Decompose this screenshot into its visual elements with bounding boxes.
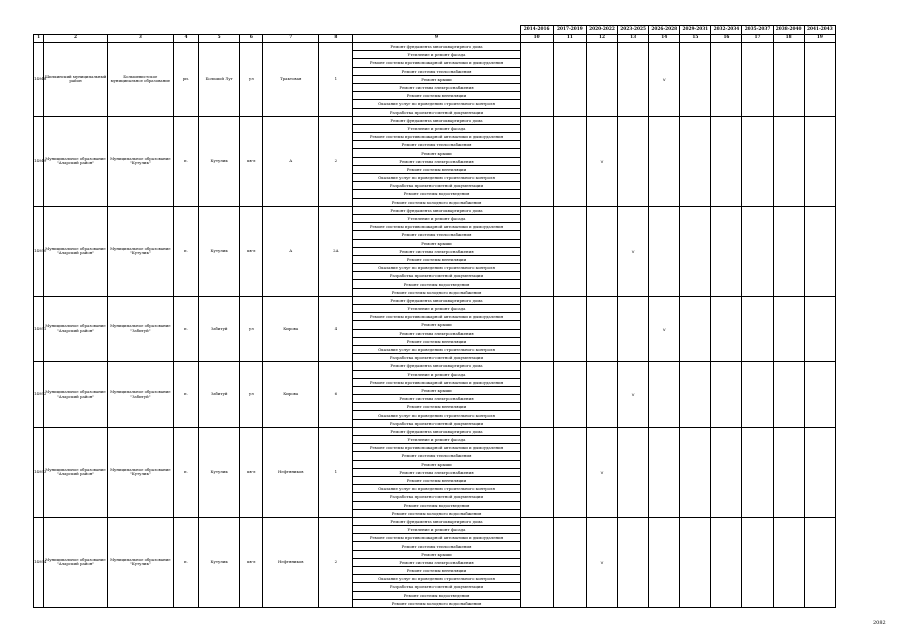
period-cell bbox=[520, 427, 553, 517]
work-type: Ремонт системы водоотведения bbox=[353, 280, 520, 288]
column-number: 17 bbox=[742, 35, 773, 43]
period-cell bbox=[520, 517, 553, 607]
period-cell bbox=[520, 43, 553, 117]
work-type: Ремонт системы противопожарной автоматики и дымоудаления bbox=[353, 313, 520, 321]
settlement-type: п. bbox=[174, 116, 199, 206]
work-type: Ремонт крыши bbox=[353, 321, 520, 329]
house-id: 14951 bbox=[34, 296, 44, 362]
work-type: Ремонт крыши bbox=[353, 149, 520, 157]
street-name: Нефтяников bbox=[263, 427, 319, 517]
column-number: 15 bbox=[680, 35, 711, 43]
work-type: Ремонт системы противопожарной автоматики и дымоудаления bbox=[353, 534, 520, 542]
house-number: 1 bbox=[319, 427, 353, 517]
work-type: Ремонт фундамента многоквартирного дома bbox=[353, 116, 520, 124]
street-type: ул bbox=[240, 43, 263, 117]
period-cell bbox=[773, 517, 804, 607]
settlement-name: Забитуй bbox=[198, 296, 239, 362]
period-header: 2020-2022 bbox=[586, 26, 617, 35]
period-cell bbox=[711, 427, 742, 517]
period-cell bbox=[804, 43, 835, 117]
municipality-name: Муниципальное образование "Забитуй" bbox=[107, 362, 173, 428]
work-type: Утепление и ремонт фасада bbox=[353, 124, 520, 132]
municipality-name: Муниципальное образование "Кутулик" bbox=[107, 517, 173, 607]
work-type: Разработка проектно-сметной документации bbox=[353, 108, 520, 116]
period-cell bbox=[520, 296, 553, 362]
period-cell bbox=[553, 427, 586, 517]
street-name: А bbox=[263, 206, 319, 296]
period-mark: V bbox=[618, 206, 649, 296]
period-cell bbox=[804, 296, 835, 362]
table-row bbox=[34, 296, 836, 304]
house-id: 14948 bbox=[34, 43, 44, 117]
work-type: Ремонт системы теплоснабжения bbox=[353, 67, 520, 75]
period-header: 2029-2031 bbox=[680, 26, 711, 35]
work-type: Ремонт фундамента многоквартирного дома bbox=[353, 517, 520, 525]
house-number: 1 bbox=[319, 43, 353, 117]
work-type: Ремонт системы теплоснабжения bbox=[353, 231, 520, 239]
period-cell bbox=[804, 517, 835, 607]
municipality-name: Муниципальное образование "Кутулик" bbox=[107, 116, 173, 206]
work-type: Разработка проектно-сметной документации bbox=[353, 182, 520, 190]
work-type: Ремонт системы вентиляции bbox=[353, 337, 520, 345]
work-type: Ремонт системы противопожарной автоматики и дымоудаления bbox=[353, 59, 520, 67]
period-header: 2032-2034 bbox=[711, 26, 742, 35]
column-number: 10 bbox=[520, 35, 553, 43]
work-type: Ремонт системы холодного водоснабжения bbox=[353, 198, 520, 206]
work-type: Ремонт системы холодного водоснабжения bbox=[353, 288, 520, 296]
settlement-name: Кутулик bbox=[198, 116, 239, 206]
period-cell bbox=[586, 362, 617, 428]
period-cell bbox=[586, 206, 617, 296]
work-type: Ремонт фундамента многоквартирного дома bbox=[353, 427, 520, 435]
period-cell bbox=[742, 296, 773, 362]
municipality-name: Большевистское муниципальное образование bbox=[107, 43, 173, 117]
period-cell bbox=[804, 116, 835, 206]
period-cell bbox=[618, 296, 649, 362]
period-cell bbox=[553, 296, 586, 362]
period-cell bbox=[773, 206, 804, 296]
district-name: Шилкинский муниципальный район bbox=[44, 43, 107, 117]
work-type: Ремонт крыши bbox=[353, 550, 520, 558]
work-type: Ремонт системы теплоснабжения bbox=[353, 141, 520, 149]
work-type: Оказание услуг по проведению строительного контроля bbox=[353, 575, 520, 583]
settlement-name: Большой Луг bbox=[198, 43, 239, 117]
street-type: кв-л bbox=[240, 517, 263, 607]
column-number: 14 bbox=[649, 35, 680, 43]
district-name: Муниципальное образование "Аларский район" bbox=[44, 296, 107, 362]
period-mark: V bbox=[649, 43, 680, 117]
period-cell bbox=[742, 427, 773, 517]
work-type: Ремонт системы холодного водоснабжения bbox=[353, 509, 520, 517]
table-row bbox=[34, 362, 836, 370]
house-number: 2 bbox=[319, 116, 353, 206]
work-type: Ремонт фундамента многоквартирного дома bbox=[353, 362, 520, 370]
period-cell bbox=[680, 427, 711, 517]
work-type: Ремонт системы вентиляции bbox=[353, 92, 520, 100]
period-cell bbox=[773, 296, 804, 362]
period-cell bbox=[680, 362, 711, 428]
column-number: 7 bbox=[263, 35, 319, 43]
period-mark: V bbox=[649, 296, 680, 362]
table-row bbox=[34, 116, 836, 124]
period-cell bbox=[649, 517, 680, 607]
work-type: Ремонт системы противопожарной автоматики и дымоудаления bbox=[353, 223, 520, 231]
settlement-type: п. bbox=[174, 362, 199, 428]
period-cell bbox=[742, 206, 773, 296]
work-type: Ремонт системы электроснабжения bbox=[353, 83, 520, 91]
work-type: Ремонт крыши bbox=[353, 386, 520, 394]
work-type: Ремонт крыши bbox=[353, 239, 520, 247]
period-header: 2017-2019 bbox=[553, 26, 586, 35]
municipality-name: Муниципальное образование "Кутулик" bbox=[107, 206, 173, 296]
work-type: Ремонт системы электроснабжения bbox=[353, 468, 520, 476]
period-cell bbox=[553, 116, 586, 206]
period-cell bbox=[618, 427, 649, 517]
house-id: 14949 bbox=[34, 116, 44, 206]
column-number: 4 bbox=[174, 35, 199, 43]
work-type: Утепление и ремонт фасада bbox=[353, 305, 520, 313]
work-type: Ремонт системы противопожарной автоматики и дымоудаления bbox=[353, 444, 520, 452]
column-number: 16 bbox=[711, 35, 742, 43]
column-number: 18 bbox=[773, 35, 804, 43]
work-type: Ремонт системы вентиляции bbox=[353, 476, 520, 484]
street-name: А bbox=[263, 116, 319, 206]
work-type: Ремонт крыши bbox=[353, 460, 520, 468]
work-type: Ремонт крыши bbox=[353, 75, 520, 83]
street-type: кв-л bbox=[240, 427, 263, 517]
period-cell bbox=[680, 43, 711, 117]
work-type: Разработка проектно-сметной документации bbox=[353, 354, 520, 362]
period-header: 2014-2016 bbox=[520, 26, 553, 35]
period-cell bbox=[711, 43, 742, 117]
period-header: 2041-2043 bbox=[804, 26, 835, 35]
period-header: 2026-2028 bbox=[649, 26, 680, 35]
street-type: ул bbox=[240, 362, 263, 428]
period-cell bbox=[680, 517, 711, 607]
house-id: 14953 bbox=[34, 427, 44, 517]
house-id: 14954 bbox=[34, 517, 44, 607]
period-cell bbox=[586, 296, 617, 362]
period-cell bbox=[742, 517, 773, 607]
period-cell bbox=[618, 116, 649, 206]
period-cell bbox=[711, 362, 742, 428]
settlement-name: Кутулик bbox=[198, 206, 239, 296]
table-row bbox=[34, 427, 836, 435]
period-cell bbox=[520, 362, 553, 428]
period-cell bbox=[773, 362, 804, 428]
column-number: 19 bbox=[804, 35, 835, 43]
settlement-name: Забитуй bbox=[198, 362, 239, 428]
district-name: Муниципальное образование "Аларский район" bbox=[44, 427, 107, 517]
column-number: 3 bbox=[107, 35, 173, 43]
work-type: Утепление и ремонт фасада bbox=[353, 370, 520, 378]
work-type: Ремонт системы вентиляции bbox=[353, 165, 520, 173]
period-cell bbox=[586, 43, 617, 117]
work-type: Ремонт системы водоотведения bbox=[353, 591, 520, 599]
work-type: Ремонт системы водоотведения bbox=[353, 190, 520, 198]
period-cell bbox=[520, 116, 553, 206]
settlement-type: рп. bbox=[174, 43, 199, 117]
work-type: Оказание услуг по проведению строительного контроля bbox=[353, 485, 520, 493]
work-type: Ремонт фундамента многоквартирного дома bbox=[353, 43, 520, 51]
period-cell bbox=[711, 296, 742, 362]
period-cell bbox=[773, 116, 804, 206]
work-type: Утепление и ремонт фасада bbox=[353, 51, 520, 59]
column-number-row bbox=[34, 35, 836, 43]
street-type: кв-л bbox=[240, 116, 263, 206]
column-number: 9 bbox=[353, 35, 520, 43]
column-number: 13 bbox=[618, 35, 649, 43]
work-type: Разработка проектно-сметной документации bbox=[353, 583, 520, 591]
street-name: Трактовая bbox=[263, 43, 319, 117]
district-name: Муниципальное образование "Аларский район" bbox=[44, 116, 107, 206]
settlement-type: п. bbox=[174, 427, 199, 517]
column-number: 12 bbox=[586, 35, 617, 43]
period-cell bbox=[711, 517, 742, 607]
column-number: 2 bbox=[44, 35, 107, 43]
work-type: Ремонт системы противопожарной автоматики и дымоудаления bbox=[353, 378, 520, 386]
table-row bbox=[34, 206, 836, 214]
settlement-type: п. bbox=[174, 296, 199, 362]
period-mark: V bbox=[618, 362, 649, 428]
period-cell bbox=[804, 362, 835, 428]
period-header: 2035-2037 bbox=[742, 26, 773, 35]
work-type: Ремонт фундамента многоквартирного дома bbox=[353, 296, 520, 304]
work-type: Утепление и ремонт фасада bbox=[353, 214, 520, 222]
street-name: Кирова bbox=[263, 362, 319, 428]
work-type: Оказание услуг по проведению строительного контроля bbox=[353, 345, 520, 353]
period-cell bbox=[804, 206, 835, 296]
district-name: Муниципальное образование "Аларский район" bbox=[44, 206, 107, 296]
period-cell bbox=[680, 296, 711, 362]
work-type: Ремонт системы электроснабжения bbox=[353, 247, 520, 255]
work-type: Разработка проектно-сметной документации bbox=[353, 419, 520, 427]
column-number: 5 bbox=[198, 35, 239, 43]
column-number: 8 bbox=[319, 35, 353, 43]
table-row bbox=[34, 517, 836, 525]
period-cell bbox=[520, 206, 553, 296]
house-id: 14952 bbox=[34, 362, 44, 428]
work-type: Оказание услуг по проведению строительного контроля bbox=[353, 100, 520, 108]
work-type: Ремонт системы электроснабжения bbox=[353, 395, 520, 403]
work-type: Ремонт системы вентиляции bbox=[353, 567, 520, 575]
period-mark: V bbox=[586, 427, 617, 517]
municipality-name: Муниципальное образование "Кутулик" bbox=[107, 427, 173, 517]
house-number: 2А bbox=[319, 206, 353, 296]
period-cell bbox=[649, 362, 680, 428]
settlement-type: п. bbox=[174, 517, 199, 607]
period-cell bbox=[804, 427, 835, 517]
period-cell bbox=[553, 206, 586, 296]
period-cell bbox=[553, 43, 586, 117]
document-page bbox=[33, 25, 836, 608]
period-cell bbox=[618, 517, 649, 607]
period-cell bbox=[711, 206, 742, 296]
period-cell bbox=[680, 116, 711, 206]
work-type: Ремонт системы теплоснабжения bbox=[353, 452, 520, 460]
work-type: Утепление и ремонт фасада bbox=[353, 436, 520, 444]
period-cell bbox=[773, 427, 804, 517]
work-type: Ремонт системы вентиляции bbox=[353, 403, 520, 411]
work-type: Ремонт системы противопожарной автоматики и дымоудаления bbox=[353, 133, 520, 141]
work-type: Утепление и ремонт фасада bbox=[353, 526, 520, 534]
work-type: Разработка проектно-сметной документации bbox=[353, 493, 520, 501]
work-type: Оказание услуг по проведению строительного контроля bbox=[353, 174, 520, 182]
work-type: Ремонт системы электроснабжения bbox=[353, 157, 520, 165]
period-cell bbox=[711, 116, 742, 206]
period-cell bbox=[649, 116, 680, 206]
period-cell bbox=[773, 43, 804, 117]
column-number: 6 bbox=[240, 35, 263, 43]
work-type: Оказание услуг по проведению строительного контроля bbox=[353, 411, 520, 419]
column-number: 1 bbox=[34, 35, 44, 43]
period-cell bbox=[618, 43, 649, 117]
period-header: 2023-2025 bbox=[618, 26, 649, 35]
column-number: 11 bbox=[553, 35, 586, 43]
work-type: Оказание услуг по проведению строительного контроля bbox=[353, 264, 520, 272]
period-cell bbox=[680, 206, 711, 296]
period-header-row bbox=[34, 26, 836, 35]
period-mark: V bbox=[586, 116, 617, 206]
header-spacer bbox=[34, 26, 521, 35]
work-type: Разработка проектно-сметной документации bbox=[353, 272, 520, 280]
settlement-name: Кутулик bbox=[198, 517, 239, 607]
street-name: Нефтяников bbox=[263, 517, 319, 607]
settlement-type: п. bbox=[174, 206, 199, 296]
period-cell bbox=[742, 116, 773, 206]
work-type: Ремонт системы вентиляции bbox=[353, 255, 520, 263]
period-header: 2038-2040 bbox=[773, 26, 804, 35]
house-id: 14950 bbox=[34, 206, 44, 296]
capital-repair-schedule-table bbox=[33, 25, 836, 608]
work-type: Ремонт системы холодного водоснабжения bbox=[353, 599, 520, 607]
house-number: 4 bbox=[319, 296, 353, 362]
street-type: ул bbox=[240, 296, 263, 362]
table-row bbox=[34, 43, 836, 51]
settlement-name: Кутулик bbox=[198, 427, 239, 517]
street-type: кв-л bbox=[240, 206, 263, 296]
district-name: Муниципальное образование "Аларский район" bbox=[44, 517, 107, 607]
period-cell bbox=[553, 517, 586, 607]
work-type: Ремонт системы теплоснабжения bbox=[353, 542, 520, 550]
period-cell bbox=[742, 362, 773, 428]
work-type: Ремонт системы водоотведения bbox=[353, 501, 520, 509]
street-name: Кирова bbox=[263, 296, 319, 362]
work-type: Ремонт системы электроснабжения bbox=[353, 558, 520, 566]
period-mark: V bbox=[586, 517, 617, 607]
period-cell bbox=[553, 362, 586, 428]
district-name: Муниципальное образование "Аларский район" bbox=[44, 362, 107, 428]
work-type: Ремонт системы электроснабжения bbox=[353, 329, 520, 337]
period-cell bbox=[649, 206, 680, 296]
page-number: 2082 bbox=[873, 620, 886, 626]
period-cell bbox=[649, 427, 680, 517]
house-number: 6 bbox=[319, 362, 353, 428]
municipality-name: Муниципальное образование "Забитуй" bbox=[107, 296, 173, 362]
house-number: 2 bbox=[319, 517, 353, 607]
period-cell bbox=[742, 43, 773, 117]
work-type: Ремонт фундамента многоквартирного дома bbox=[353, 206, 520, 214]
